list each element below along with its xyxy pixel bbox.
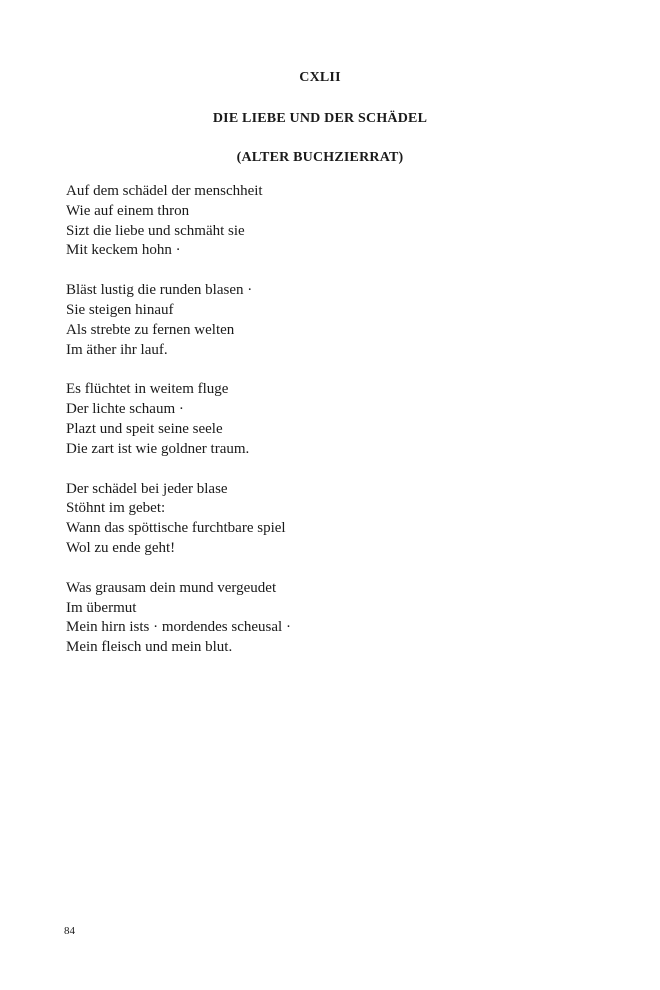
poem-line: Der lichte schaum · — [66, 401, 184, 418]
poem-line: Wann das spöttische furchtbare spiel — [66, 520, 286, 537]
poem-line: Es flüchtet in weitem fluge — [66, 381, 229, 398]
page-number: 84 — [64, 925, 75, 937]
poem-subtitle: (ALTER BUCHZIERRAT) — [236, 150, 404, 165]
stanza-2 — [66, 281, 586, 360]
poem-line: Im übermut — [66, 599, 137, 616]
poem-line: Der schädel bei jeder blase — [66, 480, 228, 497]
poem-line: Plazt und speit seine seele — [66, 420, 223, 437]
poem-line: Im äther ihr lauf. — [66, 341, 168, 358]
poem-line: Sizt die liebe und schmäht sie — [66, 222, 245, 239]
poem-title: DIE LIEBE UND DER SCHÄDEL — [212, 111, 428, 126]
poem-line: Wol zu ende geht! — [66, 539, 176, 556]
poem-line: Was grausam dein mund vergeudet — [66, 579, 277, 596]
poem-body — [66, 182, 586, 678]
poem-number: CXLII — [299, 70, 341, 85]
poem-line: Bläst lustig die runden blasen · — [66, 282, 253, 299]
poem-line: Wie auf einem thron — [66, 202, 190, 219]
poem-line: Als strebte zu fernen welten — [66, 321, 235, 338]
poem-line: Mein fleisch und mein blut. — [66, 639, 233, 656]
stanza-3 — [66, 380, 586, 459]
poem-line: Sie steigen hinauf — [66, 301, 174, 318]
poem-line: Stöhnt im gebet: — [66, 500, 166, 517]
stanza-4 — [66, 480, 586, 559]
poem-line: Mein hirn ists · mordendes scheusal · — [66, 619, 291, 636]
poem-line: Auf dem schädel der menschheit — [66, 183, 263, 199]
stanza-5 — [66, 579, 586, 658]
poem-line: Mit keckem hohn · — [66, 242, 181, 259]
poem-line: Die zart ist wie goldner traum. — [66, 440, 250, 457]
stanza-1 — [66, 182, 586, 261]
